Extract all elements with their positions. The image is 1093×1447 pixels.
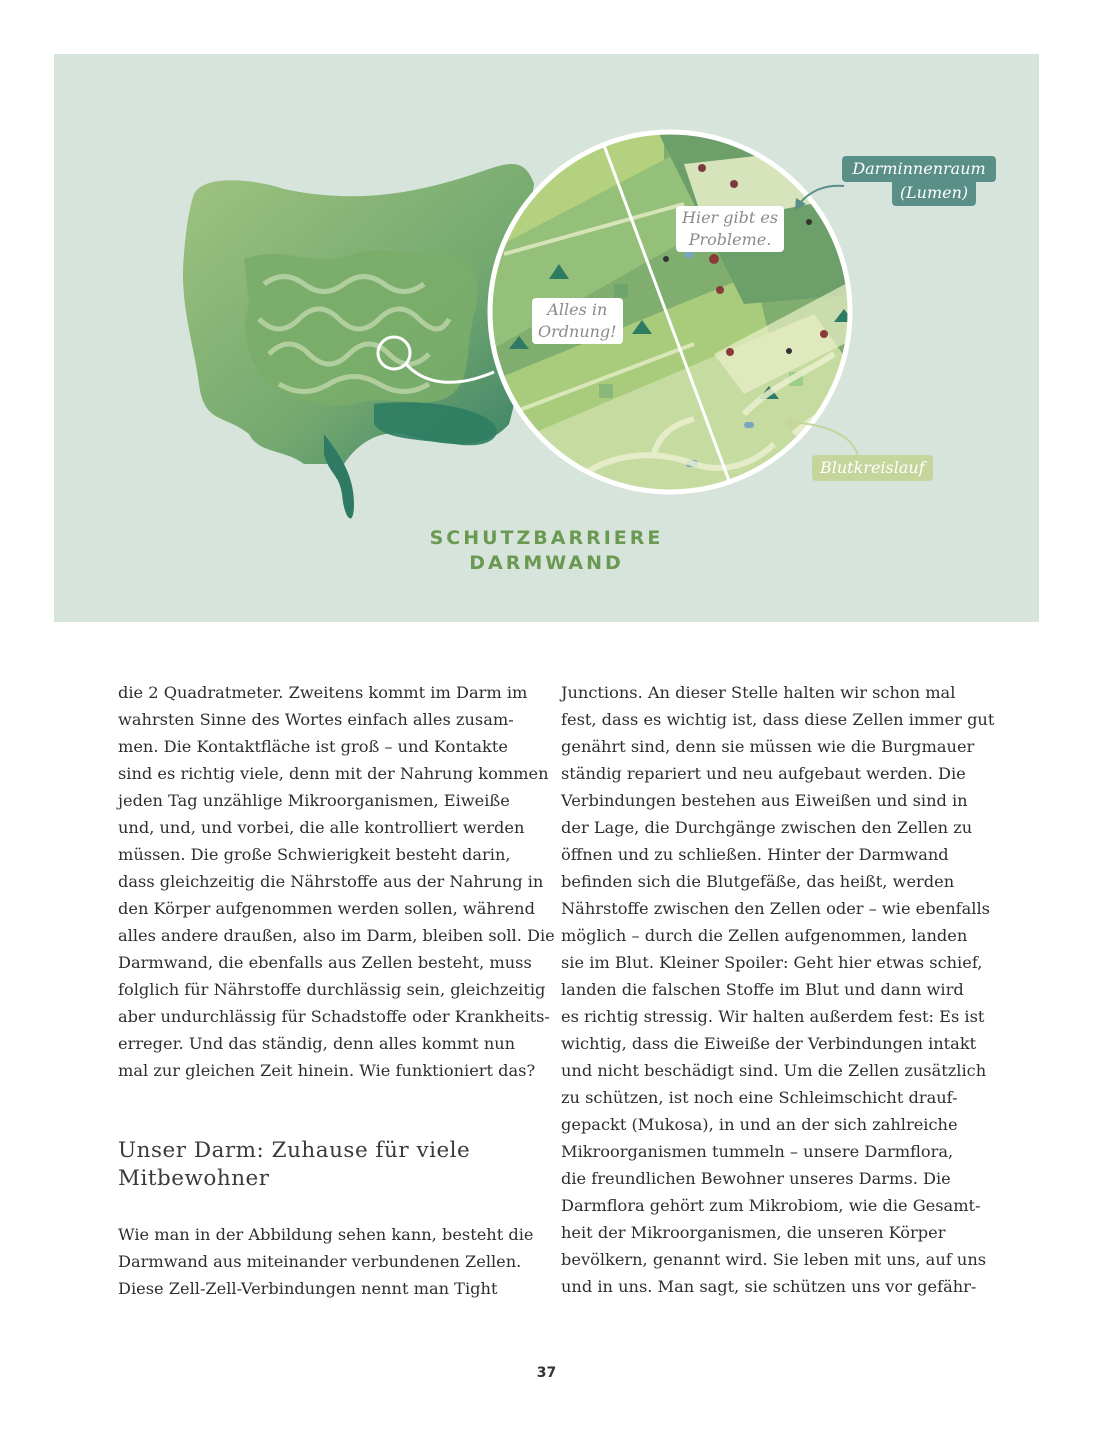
intestine-illustration: [54, 54, 1039, 622]
text-line: heit der Mikroorganismen, die unseren Körper: [561, 1223, 946, 1242]
label-lumen-line1: Darminnenraum: [842, 156, 995, 182]
bubble-problem-line1: Hier gibt es: [682, 208, 779, 227]
text-line: Verbindungen bestehen aus Eiweißen und sind in: [561, 791, 968, 810]
text-line: alles andere draußen, also im Darm, bleiben soll. Die: [118, 926, 555, 945]
text-line: aber undurchlässig für Schadstoffe oder Krankheits-: [118, 1007, 550, 1026]
text-line: Darmflora gehört zum Mikrobiom, wie die Gesamt-: [561, 1196, 981, 1215]
text-line: jeden Tag unzählige Mikroorganismen, Eiweiße: [118, 791, 510, 810]
text-line: dass gleichzeitig die Nährstoffe aus der Nahrung in: [118, 872, 544, 891]
text-line: zu schützen, ist noch eine Schleimschicht drauf-: [561, 1088, 958, 1107]
text-line: Mikroorganismen tummeln – unsere Darmflora,: [561, 1142, 954, 1161]
bubble-ok-line1: Alles in: [547, 300, 608, 319]
text-line: müssen. Die große Schwierigkeit besteht darin,: [118, 845, 511, 864]
text-line: Darmwand, die ebenfalls aus Zellen besteht, muss: [118, 953, 532, 972]
text-line: sie im Blut. Kleiner Spoiler: Geht hier etwas schief,: [561, 953, 983, 972]
text-line: möglich – durch die Zellen aufgenommen, landen: [561, 926, 968, 945]
figure-title-line2: DARMWAND: [469, 552, 624, 574]
text-column-left: [118, 679, 555, 1084]
text-line: den Körper aufgenommen werden sollen, während: [118, 899, 535, 918]
text-line: men. Die Kontaktfläche ist groß – und Kontakte: [118, 737, 508, 756]
text-line: die 2 Quadratmeter. Zweitens kommt im Darm im: [118, 683, 528, 702]
text-line: erreger. Und das ständig, denn alles kommt nun: [118, 1034, 516, 1053]
text-line: öffnen und zu schließen. Hinter der Darmwand: [561, 845, 949, 864]
section-heading: [118, 1137, 470, 1193]
text-line: sind es richtig viele, denn mit der Nahrung kommen: [118, 764, 549, 783]
text-line: die freundlichen Bewohner unseres Darms. Die: [561, 1169, 951, 1188]
text-line: befinden sich die Blutgefäße, das heißt, werden: [561, 872, 955, 891]
text-line: wichtig, dass die Eiweiße der Verbindungen intakt: [561, 1034, 977, 1053]
text-line: Wie man in der Abbildung sehen kann, besteht die: [118, 1225, 534, 1244]
text-line: Diese Zell-Zell-Verbindungen nennt man Tight: [118, 1279, 498, 1298]
text-line: es richtig stressig. Wir halten außerdem fest: Es ist: [561, 1007, 985, 1026]
bubble-problem: [676, 206, 784, 252]
figure-title-line1: SCHUTZBARRIERE: [429, 527, 664, 549]
text-line: genährt sind, denn sie müssen wie die Burgmauer: [561, 737, 975, 756]
text-line: und, und, und vorbei, die alle kontrolliert werden: [118, 818, 525, 837]
text-line: gepackt (Mukosa), in und an der sich zahlreiche: [561, 1115, 958, 1134]
text-line: Junctions. An dieser Stelle halten wir schon mal: [561, 683, 956, 702]
label-lumen-line2: (Lumen): [892, 182, 976, 206]
text-line: wahrsten Sinne des Wortes einfach alles zusam-: [118, 710, 514, 729]
section-heading-line2: Mitbewohner: [118, 1166, 270, 1191]
text-column-left-after: [118, 1221, 533, 1302]
bubble-ok-line2: Ordnung!: [538, 322, 617, 341]
section-heading-line1: Unser Darm: Zuhause für viele: [118, 1138, 471, 1163]
text-line: und in uns. Man sagt, sie schützen uns vor gefähr-: [561, 1277, 977, 1296]
text-line: Nährstoffe zwischen den Zellen oder – wie ebenfalls: [561, 899, 990, 918]
label-lumen: [840, 156, 998, 206]
text-line: ständig repariert und neu aufgebaut werden. Die: [561, 764, 966, 783]
bubble-ok: [532, 298, 623, 344]
label-blood: Blutkreislauf: [812, 455, 933, 481]
figure-title: [54, 526, 1039, 576]
bubble-problem-line2: Probleme.: [688, 230, 772, 249]
page-number: 37: [536, 1365, 557, 1381]
text-line: mal zur gleichen Zeit hinein. Wie funktioniert das?: [118, 1061, 536, 1080]
text-line: der Lage, die Durchgänge zwischen den Zellen zu: [561, 818, 973, 837]
text-line: folglich für Nährstoffe durchlässig sein, gleichzeitig: [118, 980, 546, 999]
text-line: Darmwand aus miteinander verbundenen Zellen.: [118, 1252, 522, 1271]
text-column-right: [561, 679, 995, 1300]
text-line: und nicht beschädigt sind. Um die Zellen zusätzlich: [561, 1061, 987, 1080]
text-line: fest, dass es wichtig ist, dass diese Zellen immer gut: [561, 710, 995, 729]
text-line: landen die falschen Stoffe im Blut und dann wird: [561, 980, 964, 999]
text-line: bevölkern, genannt wird. Sie leben mit uns, auf uns: [561, 1250, 987, 1269]
